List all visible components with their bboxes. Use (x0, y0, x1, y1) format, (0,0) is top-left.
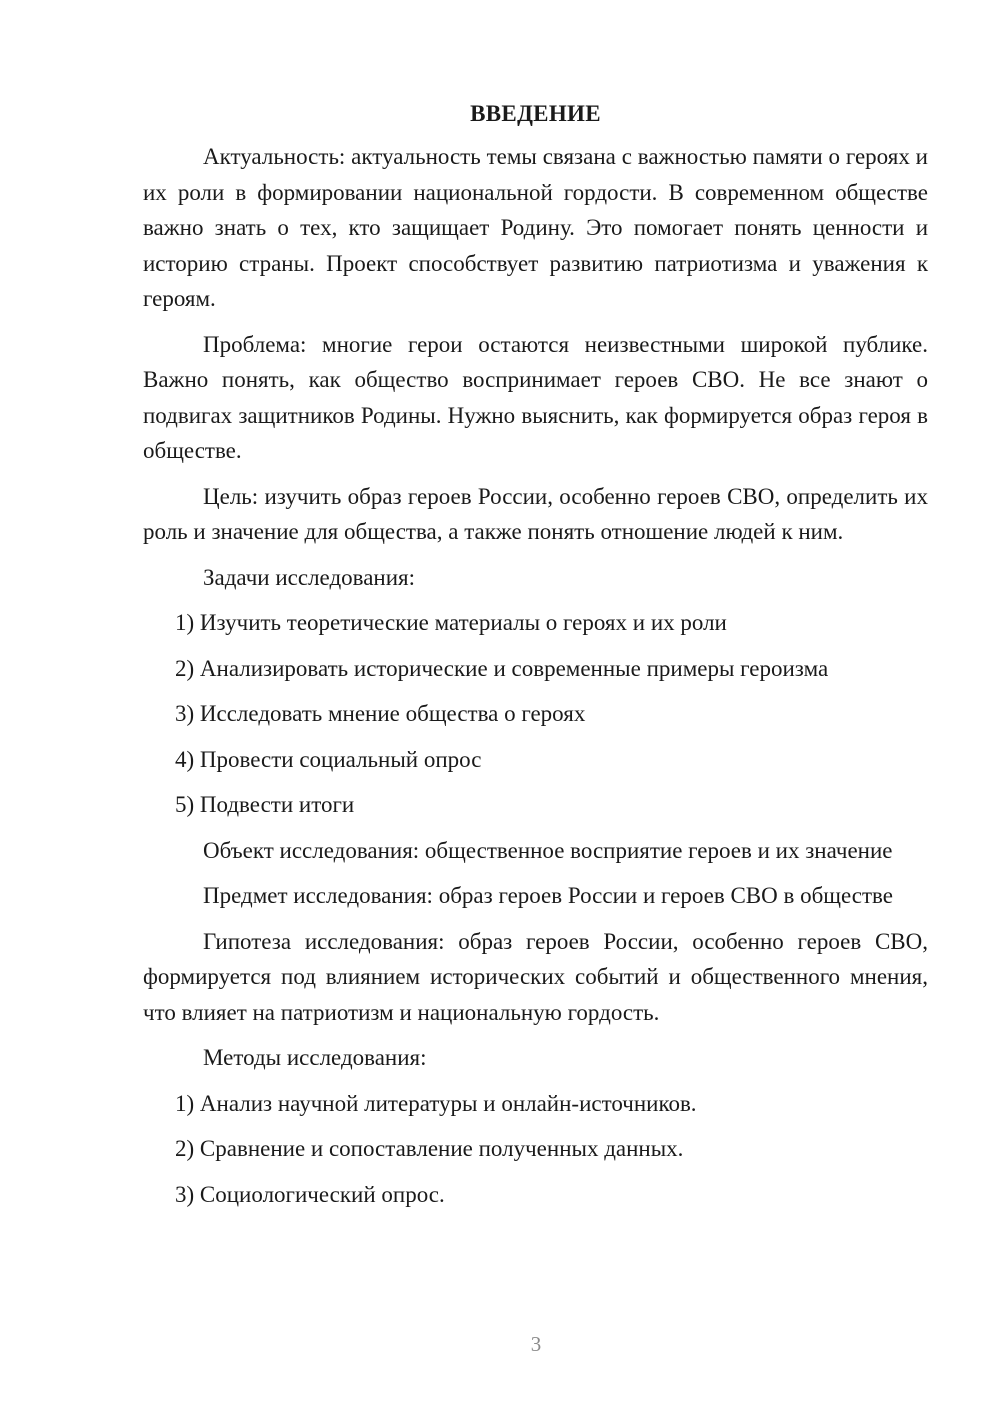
paragraph-problem: Проблема: многие герои остаются неизвестными широкой публике. Важно понять, как общество воспринимает героев СВО. Не все знают о подвигах защитников Родины. Нужно выяснить, как формируется образ героя в обществе. (143, 331, 928, 463)
paragraph-object: Объект исследования: общественное восприятие героев и их значение (203, 837, 893, 863)
list-item: 1) Анализ научной литературы и онлайн-источников. (175, 1090, 697, 1116)
paragraph-relevance: Актуальность: актуальность темы связана с важностью памяти о героях и их роли в формировании национальной гордости. В современном обществе важно знать о тех, кто защищает Родину. Это помогает понять ценности и историю страны. Проект способствует развитию патриотизма и уважения к героям. (143, 144, 928, 311)
list-item: 1) Изучить теоретические материалы о героях и их роли (175, 610, 727, 635)
section-title: ВВЕДЕНИЕ (470, 101, 601, 126)
tasks-list (143, 605, 928, 823)
list-item: 3) Исследовать мнение общества о героях (175, 701, 586, 726)
list-item: 5) Подвести итоги (175, 792, 355, 817)
page-number: 3 (530, 1332, 542, 1356)
tasks-heading: Задачи исследования: (203, 564, 416, 590)
paragraph-hypothesis: Гипотеза исследования: образ героев России, особенно героев СВО, формируется под влиянием исторических событий и общественного мнения, что влияет на патриотизм и национальную гордость. (143, 928, 928, 1025)
methods-heading: Методы исследования: (203, 1045, 427, 1070)
list-item: 3) Социологический опрос. (175, 1181, 445, 1207)
methods-list (143, 1086, 928, 1213)
page-content (143, 96, 928, 1222)
list-item: 2) Анализировать исторические и современные примеры героизма (175, 655, 829, 681)
list-item: 2) Сравнение и сопоставление полученных данных. (175, 1136, 684, 1161)
paragraph-subject: Предмет исследования: образ героев России и героев СВО в обществе (203, 883, 893, 908)
paragraph-goal: Цель: изучить образ героев России, особенно героев СВО, определить их роль и значение для общества, а также понять отношение людей к ним. (143, 483, 928, 544)
list-item: 4) Провести социальный опрос (175, 746, 482, 772)
